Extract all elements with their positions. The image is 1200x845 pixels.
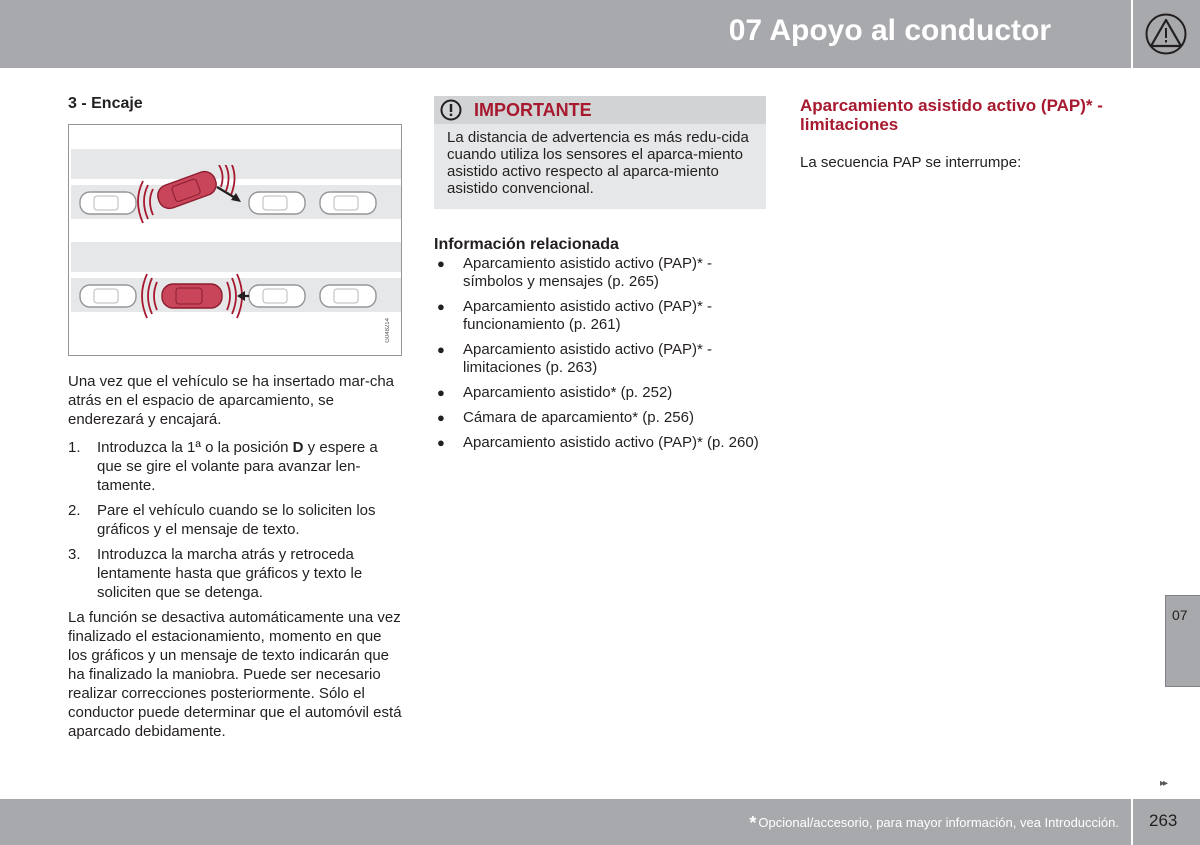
chapter-tab[interactable]: [1165, 595, 1200, 687]
asterisk: *: [749, 813, 757, 833]
page-number-box: [1133, 799, 1200, 845]
scenario-e-cars: [69, 165, 403, 235]
list-item[interactable]: [434, 384, 766, 402]
step-number: 1.: [68, 439, 81, 456]
bullet-icon: ●: [437, 385, 445, 400]
related-list: [434, 255, 766, 452]
footer-bar: [0, 799, 1131, 845]
page-number: 263: [1149, 811, 1178, 830]
bullet-icon: ●: [437, 342, 445, 357]
step-text: Pare el vehículo cuando se lo soliciten los gráficos y el mensaje de texto.: [97, 502, 376, 538]
step-number: 3.: [68, 546, 81, 563]
middle-column: [434, 96, 766, 459]
intro-paragraph: Una vez que el vehículo se ha insertado mar-cha atrás en el espacio de aparcamiento, se enderezará y encajará.: [68, 373, 395, 428]
step-text: Introduzca la marcha atrás y retroceda lentamente hasta que gráficos y texto le soliciten que se detenga.: [97, 546, 363, 601]
list-item[interactable]: [434, 434, 766, 452]
step-text: y espere a que se gire el volante para avanzar len-tamente.: [97, 439, 378, 494]
section-heading: Aparcamiento asistido activo (PAP)* - limitaciones: [800, 96, 1103, 134]
related-link[interactable]: Aparcamiento asistido activo (PAP)* - funcionamiento (p. 261): [463, 298, 712, 333]
left-column: [68, 95, 402, 741]
step-number: 2.: [68, 502, 81, 519]
list-item[interactable]: [434, 255, 766, 291]
bullet-icon: ●: [437, 410, 445, 425]
step-text: Introduzca la 1ª o la posición: [97, 439, 293, 456]
related-link[interactable]: Aparcamiento asistido activo (PAP)* (p. 260): [463, 434, 759, 451]
bullet-icon: ●: [437, 256, 445, 271]
footer-note-text: Opcional/accesorio, para mayor información, vea Introducción.: [758, 815, 1119, 830]
related-link[interactable]: Aparcamiento asistido activo (PAP)* - símbolos y mensajes (p. 265): [463, 255, 712, 290]
header-bar: [0, 0, 1131, 68]
section-subheading: 3 - Encaje: [68, 95, 143, 112]
list-item[interactable]: [434, 298, 766, 334]
list-item: [68, 545, 402, 602]
important-box: [434, 96, 766, 209]
important-text: La distancia de advertencia es más redu-cida cuando utiliza los sensores el aparca-miento asistido activo respecto al aparca-miento asistido convencional.: [447, 129, 749, 197]
scenario-f-cars: [69, 270, 403, 330]
closing-paragraph: La función se desactiva automáticamente una vez finalizado el estacionamiento, momento en que los gráficos y un mensaje de texto indicarán que ha finalizado la maniobra. Puede ser necesario realizar correcciones posteriormente. Sólo el conductor puede determinar que el automóvil está aparcado debidamente.: [68, 609, 402, 740]
footer-note: [749, 813, 1119, 834]
list-item[interactable]: [434, 409, 766, 427]
bullet-icon: ●: [437, 299, 445, 314]
related-link[interactable]: Cámara de aparcamiento* (p. 256): [463, 409, 694, 426]
important-header: [434, 96, 766, 124]
bullet-icon: ●: [437, 435, 445, 450]
list-item: [68, 501, 402, 539]
steps-list: [68, 438, 402, 602]
warning-circle-icon: [439, 99, 463, 121]
important-title: IMPORTANTE: [474, 100, 592, 120]
warning-triangle-icon: [1144, 13, 1188, 55]
related-link[interactable]: Aparcamiento asistido activo (PAP)* - limitaciones (p. 263): [463, 341, 712, 376]
continue-arrows-icon: ▸▸: [1160, 778, 1167, 789]
right-column: [800, 96, 1140, 172]
lane-f-upper: [71, 242, 401, 272]
list-item[interactable]: [434, 341, 766, 377]
list-item: [68, 438, 402, 495]
chapter-tab-label: 07: [1172, 607, 1188, 623]
parking-illustration: [68, 124, 402, 356]
right-paragraph: La secuencia PAP se interrumpe:: [800, 154, 1022, 171]
related-heading: Información relacionada: [434, 236, 619, 253]
chapter-title: 07 Apoyo al conductor: [728, 14, 1051, 47]
step-bold: D: [292, 439, 304, 456]
header-icon-box: [1133, 0, 1200, 68]
figure-code: G048214: [385, 318, 391, 343]
related-link[interactable]: Aparcamiento asistido* (p. 252): [463, 384, 673, 401]
